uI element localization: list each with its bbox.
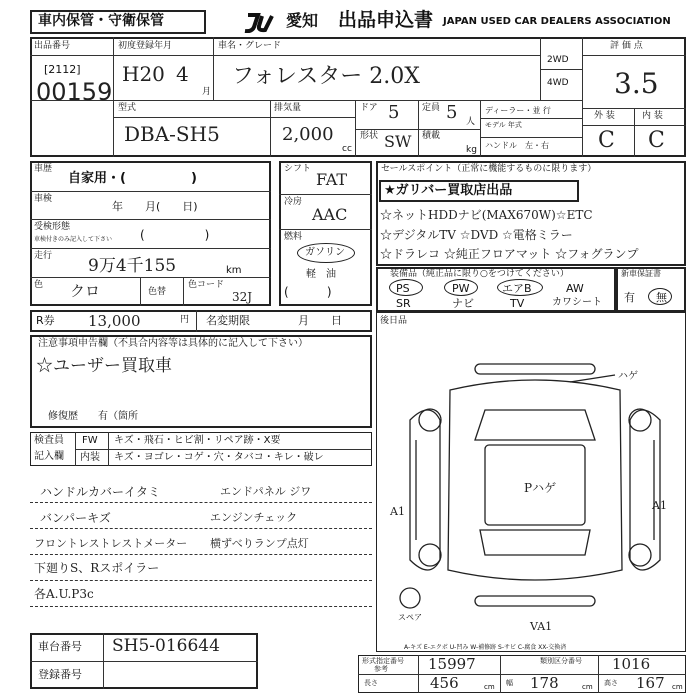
shift-value: FAT — [316, 170, 348, 189]
lot-number-label: 出品番号 — [34, 41, 71, 51]
diagram-left-a: A1 — [390, 505, 405, 518]
displacement-label: 排気量 — [274, 103, 302, 113]
color-code-label: 色コード — [188, 280, 225, 290]
model-year-label: モデル 年式 — [485, 121, 522, 129]
shape-value: SW — [384, 132, 412, 151]
fw-items: キズ・飛石・ヒビ割・リペア跡・X要 — [114, 435, 281, 446]
length-value: 456 — [430, 674, 459, 692]
interior-grade-value: C — [648, 128, 665, 153]
color-label: 色 — [34, 280, 44, 290]
name-change-value: 月 日 — [298, 314, 342, 327]
lot-prefix: [2112] — [44, 63, 81, 76]
class-num-value: 1016 — [612, 655, 651, 673]
score-value: 3.5 — [614, 67, 659, 100]
reception-value: ( ) — [140, 228, 210, 242]
logo-region: 愛知 — [286, 11, 319, 30]
equip-leather: カワシート — [552, 297, 602, 308]
car-name-value: フォレスター 2.0X — [232, 64, 420, 89]
car-name-label: 車名・グレード — [218, 41, 282, 51]
handle-label: ハンドル 左・右 — [485, 141, 549, 150]
fuel-paren: ( ) — [284, 285, 332, 299]
inspector-note-3: フロントレストレストメーター — [34, 537, 188, 550]
later-items-label: 後日品 — [380, 316, 408, 326]
type-num-ref: 参考 — [374, 665, 388, 673]
equip-sr: SR — [396, 297, 411, 310]
recycle-label: R券 — [36, 314, 55, 327]
ac-value: AAC — [312, 205, 348, 224]
notes-value: ☆ユーザー買取車 — [36, 356, 172, 376]
color-code-value: 32J — [232, 290, 253, 304]
drive-4wd: 4WD — [547, 78, 569, 88]
mileage-unit: km — [226, 265, 242, 276]
inspector-label-1: 検査員 — [34, 435, 64, 446]
exterior-grade-value: C — [598, 128, 615, 153]
equip-aw: AW — [566, 282, 584, 295]
door-value: 5 — [388, 102, 400, 123]
height-label: 高さ — [604, 679, 618, 687]
equipment-label: 装備品（純正品に限り○をつけてください） — [390, 269, 569, 279]
repair-history-label: 修復歴 有（箇所 — [48, 411, 138, 422]
inspector-note-4: 下廻りS、Rスポイラー — [34, 561, 160, 575]
first-reg-label: 初度登録年月 — [118, 41, 173, 51]
diagram-tag-mid: Pハゲ — [524, 481, 557, 495]
length-unit: cm — [484, 683, 495, 691]
height-value: 167 — [636, 674, 665, 692]
chassis-value: SH5-016644 — [112, 636, 220, 656]
recycle-unit: 円 — [180, 315, 190, 325]
first-reg-era: H20 — [122, 62, 165, 86]
exterior-grade-label: 外 装 — [594, 111, 615, 121]
displacement-value: 2,000 — [282, 124, 334, 145]
class-num-label: 類別区分番号 — [540, 657, 582, 665]
inspector-note-r2: エンジンチェック — [210, 511, 298, 524]
width-unit: cm — [582, 683, 593, 691]
ac-label: 冷房 — [284, 197, 303, 207]
association-name: JAPAN USED CAR DEALERS ASSOCIATION — [443, 16, 671, 27]
shift-label: シフト — [284, 164, 312, 174]
load-label: 積載 — [422, 131, 441, 141]
inspector-note-2: バンパーキズ — [40, 511, 111, 525]
chassis-label: 車台番号 — [38, 640, 82, 653]
width-label: 幅 — [506, 679, 513, 687]
equip-navi: ナビ — [452, 297, 474, 310]
reception-note: 車検付きのみ記入して下さい — [34, 236, 113, 243]
first-reg-month-unit: 月 — [202, 87, 212, 97]
lot-number: 00159 — [36, 78, 113, 106]
fw-head: FW — [82, 435, 98, 446]
diagram-tag-top: ハゲ — [618, 371, 638, 382]
mileage-label: 走行 — [34, 251, 53, 261]
storage-label: 車内保管・守衛保管 — [38, 13, 164, 29]
door-label: ドア — [360, 103, 378, 113]
history-label: 車歴 — [34, 164, 53, 174]
recycle-value: 13,000 — [88, 312, 141, 330]
diagram-right-a: A1 — [652, 499, 667, 512]
dealer-label: ディーラー・並 行 — [485, 106, 551, 115]
equip-tv: TV — [510, 297, 525, 310]
fuel-label: 燃料 — [284, 232, 303, 242]
airbag-circle — [497, 279, 543, 296]
type-num-label: 形式指定番号 — [362, 657, 404, 665]
inspector-note-5: 各A.U.P3c — [34, 587, 94, 601]
pw-circle — [444, 279, 478, 296]
model-code-value: DBA-SH5 — [124, 122, 220, 146]
diagram-bottom-a: VA1 — [530, 620, 553, 633]
sales-line-3: ☆ドラレコ ☆純正フロアマット ☆フォグランプ — [380, 247, 639, 261]
load-unit: kg — [466, 145, 477, 155]
inspector-label-2: 記入欄 — [34, 451, 64, 462]
history-value: 自家用・( ) — [68, 171, 197, 186]
shape-label: 形状 — [360, 131, 379, 141]
sales-line-2: ☆デジタルTV ☆DVD ☆電格ミラー — [380, 228, 573, 242]
interior-head: 内装 — [80, 452, 100, 463]
ju-logo — [242, 11, 284, 33]
warranty-no-circle — [648, 288, 672, 305]
color-value: クロ — [70, 282, 101, 300]
interior-grade-label: 内 装 — [642, 111, 663, 121]
inspector-note-1: ハンドルカバーイタミ — [40, 485, 161, 499]
width-value: 178 — [530, 674, 559, 692]
height-unit: cm — [672, 683, 683, 691]
type-num-value: 15997 — [428, 655, 476, 673]
spare-label: スペア — [398, 613, 422, 622]
inspector-note-r3: 横ずべりランプ点灯 — [210, 537, 309, 550]
sales-line-1: ☆ネットHDDナビ(MAX670W)☆ETC — [380, 208, 593, 222]
gulliver-label: ★ガリバー買取店出品 — [384, 183, 513, 198]
drive-2wd: 2WD — [547, 55, 569, 65]
ps-circle — [389, 279, 423, 296]
page-title: 出品申込書 — [338, 9, 434, 31]
warranty-label: 新車保証書 — [621, 269, 661, 278]
model-code-label: 型式 — [118, 103, 137, 113]
inspector-note-r1: エンドパネル ジワ — [220, 485, 312, 498]
capacity-label: 定員 — [422, 103, 441, 113]
warranty-no: 無 — [656, 291, 667, 304]
inspection-label: 車検 — [34, 194, 53, 204]
damage-legend: A-キズ E-エクボ U-凹み W-補修跡 S-サビ C-腐食 XX-交換済 — [404, 644, 567, 651]
displacement-unit: cc — [342, 144, 352, 154]
reg-number-label: 登録番号 — [38, 668, 82, 681]
capacity-value: 5 — [446, 102, 458, 123]
name-change-label: 名変期限 — [206, 314, 250, 327]
notes-label: 注意事項申告欄（不具合内容等は具体的に記入して下さい） — [38, 338, 308, 349]
ju-logo-mark — [242, 11, 284, 33]
first-reg-month: 4 — [176, 62, 189, 86]
equip-airbag: エアB — [502, 282, 532, 295]
length-label: 長さ — [364, 679, 378, 687]
reception-label: 受検形態 — [34, 222, 71, 232]
fuel-diesel: 軽 油 — [306, 269, 336, 280]
mileage-value: 9万4千155 — [88, 256, 177, 276]
warranty-yes: 有 — [624, 291, 635, 304]
inspection-value: 年 月( 日) — [112, 200, 198, 213]
equip-ps: PS — [396, 282, 410, 295]
score-label: 評 価 点 — [610, 41, 643, 51]
equip-pw: PW — [452, 282, 470, 295]
fuel-gas: ガソリン — [305, 247, 345, 258]
color-change-label: 色替 — [148, 287, 167, 297]
capacity-unit: 人 — [466, 117, 476, 127]
car-damage-diagram — [390, 360, 680, 640]
interior-items: キズ・ヨゴレ・コゲ・穴・タバコ・キレ・破レ — [114, 452, 324, 463]
sales-point-label: セールスポイント（正常に機能するものに限ります） — [381, 164, 597, 174]
